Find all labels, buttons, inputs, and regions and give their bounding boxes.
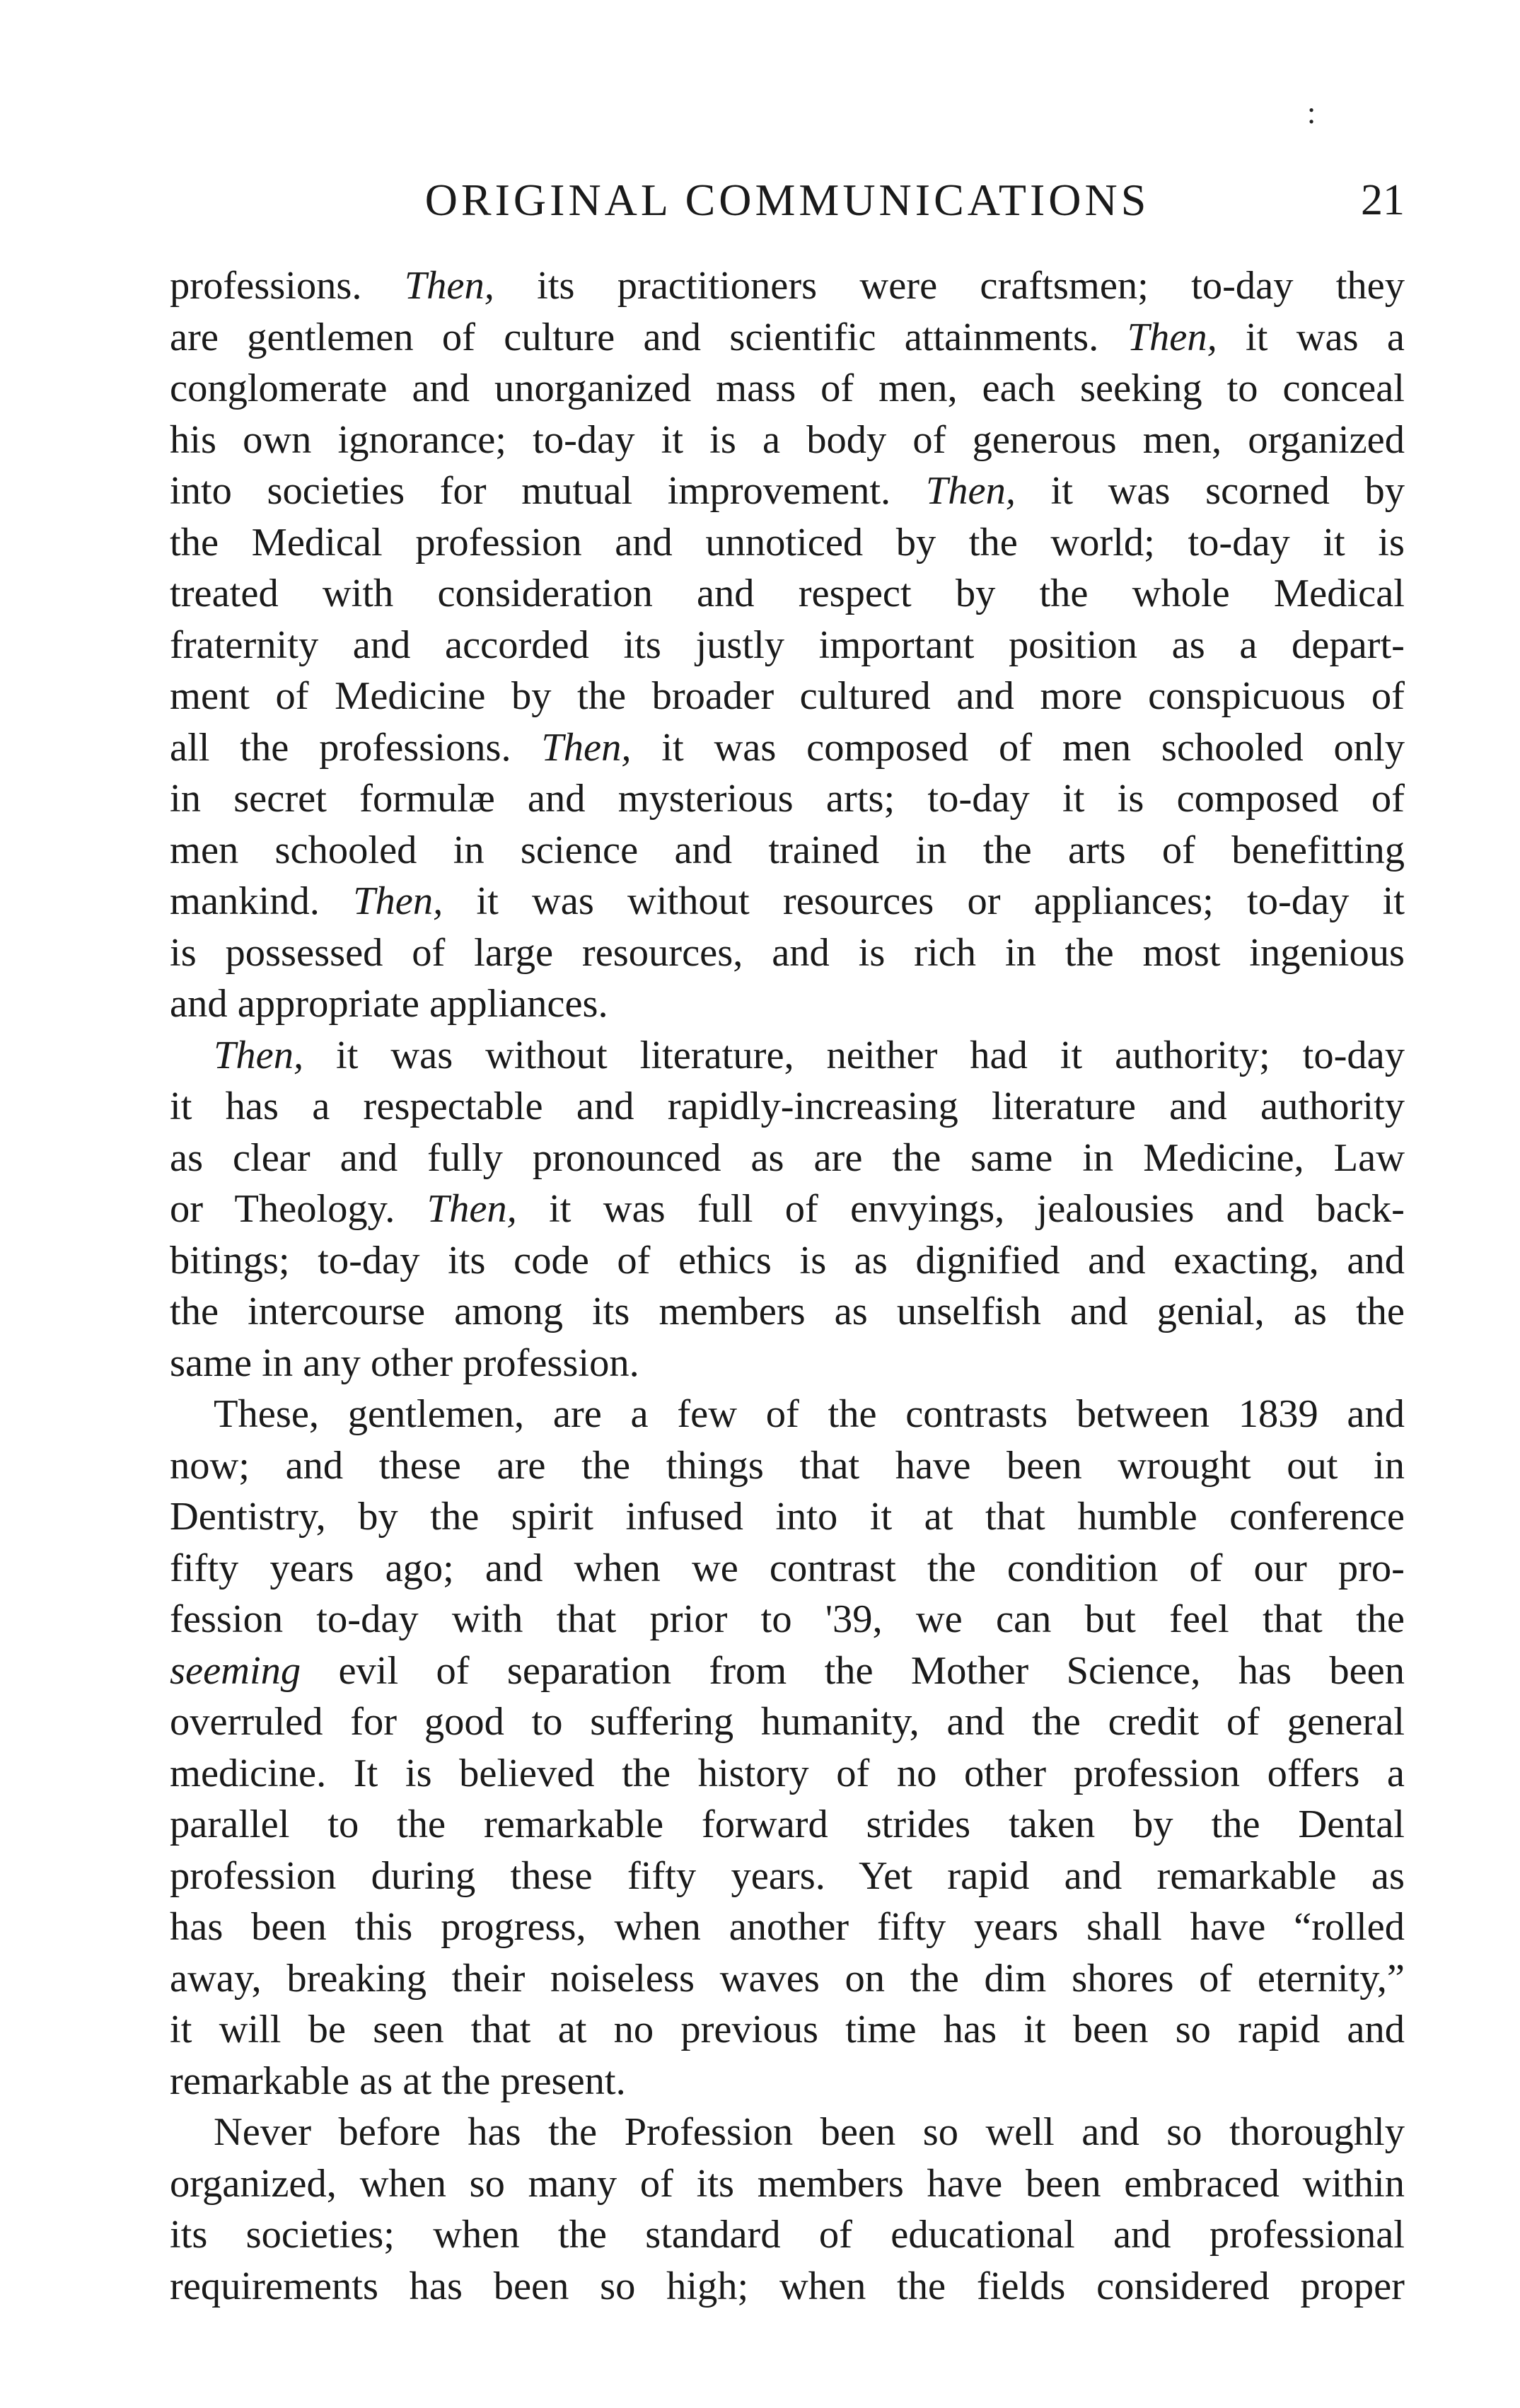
text-line: Dentistry, by the spirit infused into it at that humble conference xyxy=(170,1495,1405,1539)
italic-word: seeming xyxy=(170,1648,301,1693)
text-line: it will be seen that at no previous time has it been so rapid and xyxy=(170,2008,1405,2051)
text-line: mankind. Then, it was without resources or appliances; to-day it xyxy=(170,879,1405,923)
text-line: in secret formulæ and mysterious arts; to-day it is composed of xyxy=(170,777,1405,821)
text-line: conglomerate and unorganized mass of men, each seeking to conceal xyxy=(170,366,1405,410)
text-line: fraternity and accorded its justly important position as a depart- xyxy=(170,623,1405,667)
text-line: it has a respectable and rapidly-increasing literature and authority xyxy=(170,1084,1405,1128)
text-line: the intercourse among its members as unselfish and genial, as the xyxy=(170,1290,1405,1333)
italic-word: Then, xyxy=(353,879,443,923)
text-line: fifty years ago; and when we contrast the condition of our pro- xyxy=(170,1546,1405,1590)
text-line: as clear and fully pronounced as are the same in Medicine, Law xyxy=(170,1135,1405,1180)
text-line: overruled for good to suffering humanity, and the credit of general xyxy=(170,1700,1405,1744)
text-line: treated with consideration and respect by the whole Medical xyxy=(170,572,1405,615)
page-header xyxy=(170,168,1405,232)
text-line: the Medical profession and unnoticed by the world; to-day it is xyxy=(170,520,1405,565)
text-line: organized, when so many of its members have been embraced within xyxy=(170,2161,1405,2206)
paragraph-end-line: same in any other profession. xyxy=(170,1341,639,1385)
paragraph-first-line: Never before has the Profession been so well and so thoroughly xyxy=(214,2110,1405,2154)
text-line: all the professions. Then, it was composed of men schooled only xyxy=(170,725,1405,770)
italic-word: Then, xyxy=(427,1187,517,1231)
text-line: his own ignorance; to-day it is a body of generous men, organized xyxy=(170,417,1405,462)
italic-word: Then, xyxy=(541,725,632,770)
text-line: or Theology. Then, it was full of envyings, jealousies and back- xyxy=(170,1187,1405,1231)
text-line: into societies for mutual improvement. Then, it was scorned by xyxy=(170,469,1405,513)
italic-word: Then, xyxy=(925,469,1016,513)
margin-mark: : xyxy=(1307,95,1316,130)
page-number: 21 xyxy=(1361,176,1405,224)
paragraph-first-line: These, gentlemen, are a few of the contrasts between 1839 and xyxy=(214,1392,1405,1436)
italic-word: Then, xyxy=(404,264,494,308)
text-line: away, breaking their noiseless waves on the dim shores of eternity,” xyxy=(170,1956,1405,2001)
italic-word: Then, xyxy=(1127,315,1217,359)
text-line: now; and these are the things that have been wrought out in xyxy=(170,1443,1405,1488)
text-line: its societies; when the standard of educational and professional xyxy=(170,2213,1405,2257)
text-line: are gentlemen of culture and scientific attainments. Then, it was a xyxy=(170,315,1405,359)
text-line: fession to-day with that prior to '39, we can but feel that the xyxy=(170,1597,1405,1641)
paragraph-end-line: and appropriate appliances. xyxy=(170,982,608,1026)
text-line: men schooled in science and trained in the arts of benefitting xyxy=(170,828,1405,872)
text-line: medicine. It is believed the history of no other profession offers a xyxy=(170,1751,1405,1795)
text-line: requirements has been so high; when the fields considered proper xyxy=(170,2264,1405,2308)
text-line: seeming evil of separation from the Mother Science, has been xyxy=(170,1648,1405,1693)
text-line: profession during these fifty years. Yet rapid and remarkable as xyxy=(170,1853,1405,1898)
body-text xyxy=(170,260,1405,2312)
paragraph-end-line: remarkable as at the present. xyxy=(170,2059,626,2103)
text-line: bitings; to-day its code of ethics is as dignified and exacting, and xyxy=(170,1238,1405,1283)
paragraph-first-line: Then, it was without literature, neither had it authority; to-day xyxy=(214,1033,1405,1077)
text-line: professions. Then, its practitioners were craftsmen; to-day they xyxy=(170,264,1405,308)
text-line: parallel to the remarkable forward strides taken by the Dental xyxy=(170,1802,1405,1846)
text-line: ment of Medicine by the broader cultured and more conspicuous of xyxy=(170,674,1405,718)
text-line: has been this progress, when another fifty years shall have “rolled xyxy=(170,1905,1405,1949)
running-head: ORIGINAL COMMUNICATIONS xyxy=(424,175,1150,225)
text-line: is possessed of large resources, and is rich in the most ingenious xyxy=(170,930,1405,975)
italic-word: Then, xyxy=(214,1033,304,1077)
